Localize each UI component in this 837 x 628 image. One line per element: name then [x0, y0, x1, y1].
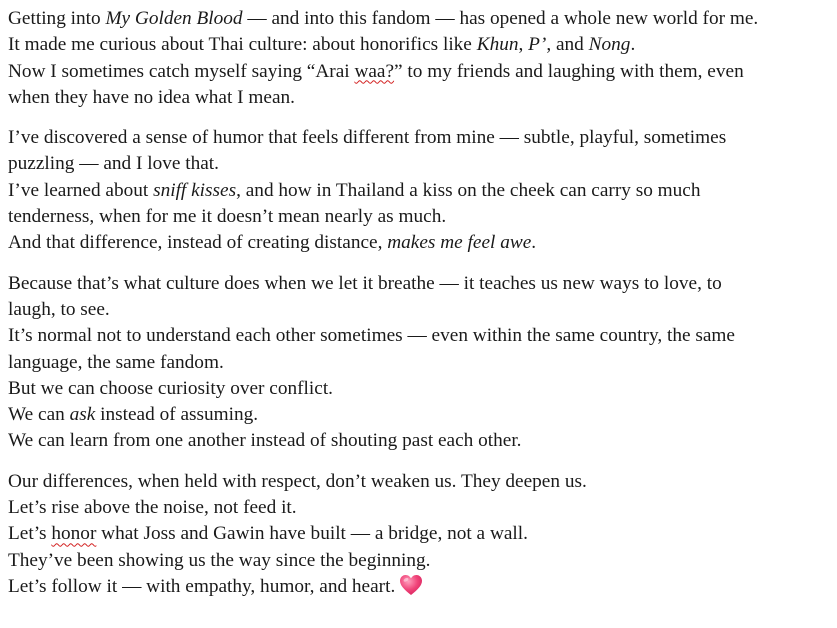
text-run: Let’s	[8, 523, 52, 545]
text-line	[8, 59, 833, 85]
text-line	[8, 521, 833, 547]
text-run: I’ve learned about	[8, 179, 154, 201]
text-run: And that difference, instead of creating distance,	[8, 232, 388, 254]
text-run: They’ve been showing us the way since the beginning.	[8, 549, 431, 571]
text-line	[8, 178, 833, 204]
spellcheck-flagged-word[interactable]: waa?	[354, 60, 395, 82]
text-line	[8, 350, 833, 376]
text-line	[8, 85, 833, 111]
text-line	[8, 323, 833, 349]
italic-honorific-nong: Nong	[588, 34, 631, 56]
text-run: — and into this fandom — has opened a whole new world for me.	[242, 8, 759, 29]
text-line	[8, 230, 833, 256]
text-run: Let’s rise above the noise, not feed it.	[8, 497, 297, 519]
text-run: puzzling — and I love that.	[8, 153, 219, 175]
text-line	[8, 548, 833, 574]
text-line	[8, 297, 833, 323]
text-line	[8, 6, 833, 32]
text-run: Now I sometimes catch myself saying “Arai	[8, 60, 355, 82]
text-run: language, the same fandom.	[8, 351, 224, 373]
text-run: It’s normal not to understand each other sometimes — even within the same country, the same	[8, 325, 735, 347]
text-line	[8, 151, 833, 177]
text-run: , and how in Thailand a kiss on the cheek can carry so much	[236, 179, 701, 201]
text-line	[8, 574, 833, 604]
italic-honorific-p: P’	[528, 34, 547, 56]
text-run: Getting into	[8, 8, 106, 29]
text-run: .	[630, 34, 636, 56]
paragraph-1	[8, 6, 833, 111]
text-line	[8, 32, 833, 58]
text-run: laugh, to see.	[8, 298, 110, 320]
italic-phrase: makes me feel awe	[387, 232, 532, 254]
text-run: .	[531, 232, 537, 254]
paragraph-4	[8, 469, 833, 604]
heart-icon	[399, 574, 423, 604]
text-run: ,	[518, 34, 529, 56]
text-run: It made me curious about Thai culture: about honorifics like	[8, 34, 477, 56]
text-run: We can learn from one another instead of shouting past each other.	[8, 430, 522, 452]
text-run: We can	[8, 404, 70, 426]
text-run: when they have no idea what I mean.	[8, 86, 295, 108]
text-line	[8, 271, 833, 297]
document-body	[8, 6, 833, 618]
text-line	[8, 469, 833, 495]
text-run: tenderness, when for me it doesn’t mean nearly as much.	[8, 206, 447, 228]
text-line	[8, 402, 833, 428]
text-line	[8, 428, 833, 454]
text-run: , and	[546, 34, 589, 56]
italic-word: ask	[69, 404, 96, 426]
text-line	[8, 125, 833, 151]
text-line	[8, 376, 833, 402]
paragraph-2	[8, 125, 833, 256]
text-run: I’ve discovered a sense of humor that feels different from mine — subtle, playful, sometimes	[8, 127, 727, 149]
text-run: But we can choose curiosity over conflict.	[8, 377, 334, 399]
spellcheck-flagged-word[interactable]: honor	[51, 523, 97, 545]
italic-honorific-khun: Khun	[476, 34, 519, 56]
italic-phrase: sniff kisses	[153, 179, 237, 201]
paragraph-3	[8, 271, 833, 455]
text-run: Because that’s what culture does when we let it breathe — it teaches us new ways to love, to	[8, 272, 722, 294]
text-run: instead of assuming.	[95, 404, 259, 426]
text-run: Let’s follow it — with empathy, humor, and heart.	[8, 575, 396, 597]
text-run: what Joss and Gawin have built — a bridge, not a wall.	[96, 523, 528, 545]
text-line	[8, 204, 833, 230]
text-run: ” to my friends and laughing with them, even	[394, 60, 744, 82]
italic-title-run: My Golden Blood	[105, 8, 243, 29]
text-line	[8, 495, 833, 521]
text-run: Our differences, when held with respect, don’t weaken us. They deepen us.	[8, 470, 587, 492]
